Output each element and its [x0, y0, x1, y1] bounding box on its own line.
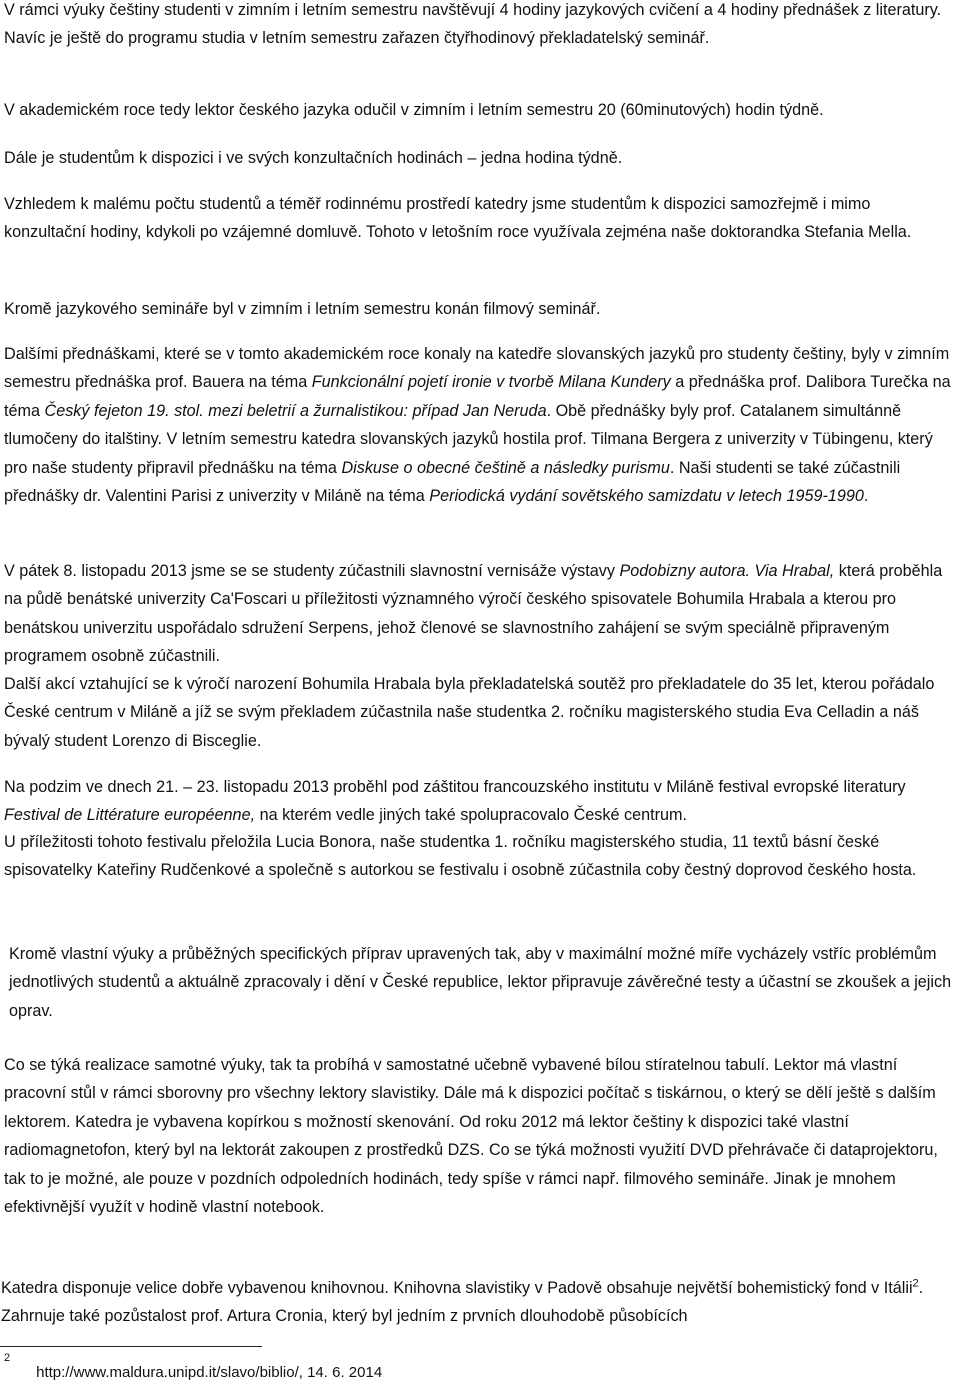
paragraph-12	[4, 1051, 956, 1221]
footnote-separator	[0, 1346, 262, 1347]
paragraph-2	[4, 96, 956, 124]
text-run: Na podzim ve dnech 21. – 23. listopadu 2013 proběhl pod záštitou francouzského institutu v Miláně festival evropské literatury	[4, 778, 906, 796]
text-run: Dále je studentům k dispozici i ve svých konzultačních hodinách – jedna hodina týdně.	[4, 149, 623, 167]
text-run: .	[863, 487, 869, 506]
text-run: a přednáška prof. Dalibora Turečka na téma	[4, 373, 951, 420]
footnote-link[interactable]: http://www.maldura.unipd.it/slavo/biblio/, 14. 6. 2014	[36, 1364, 383, 1381]
paragraph-13	[1, 1274, 956, 1331]
text-run: která proběhla na půdě benátské univerzity Ca'Foscari u příležitosti významného výročí českého spisovatele Bohumila Hrabala a kterou pro benátskou univerzitu uspořádalo sdružení Serpens, jehož členové se slavnostního zahájení se svým speciálně připraveným programem osobně zúčastnili.	[4, 562, 943, 666]
text-run: U příležitosti tohoto festivalu přeložila Lucia Bonora, naše studentka 1. ročníku magisterského studia, 11 textů básní české spisovatelky Kateřiny Rudčenkové a společně s autorkou se festivalu i osobně zúčastnila coby čestný doprovod českého hosta.	[4, 833, 917, 880]
paragraph-5	[4, 295, 956, 323]
footnote-number: 2	[4, 1352, 11, 1364]
text-run: Katedra disponuje velice dobře vybavenou knihovnou. Knihovna slavistiky v Padově obsahuje největší bohemistický fond v Itálii	[1, 1279, 913, 1297]
text-run: . Obě přednášky byly prof. Catalanem simultánně tlumočeny do italštiny. V letním semestru katedra slovanských jazyků hostila prof. Tilmana Bergera z univerzity v Tübingenu, který pro naše studenty připravil přednášku na téma	[4, 401, 933, 477]
italic-title: Periodická vydání sovětského samizdatu v letech 1959-1990	[429, 487, 864, 506]
text-run: V pátek 8. listopadu 2013 jsme se se studenty zúčastnili slavnostní vernisáže výstavy	[4, 562, 620, 580]
text-run: Kromě vlastní výuky a průběžných specifických příprav upravených tak, aby v maximální možné míře vycházely vstříc problémům jednotlivých studentů a aktuálně zpracovaly i dění v České republice, lektor připravuje závěrečné testy a účastní se zkoušek a jejich oprav.	[9, 945, 952, 1020]
italic-title: Podobizny autora. Via Hrabal,	[619, 562, 835, 580]
italic-title: Festival de Littérature européenne,	[4, 806, 256, 825]
paragraph-7	[4, 557, 956, 671]
text-run: Vzhledem k malému počtu studentů a téměř rodinnému prostředí katedry jsme studentům k dispozici samozřejmě i mimo konzultační hodiny, kdykoli po vzájemné domluvě. Tohoto v letošním roce využívala zejména naše doktorandka Stefania Mella.	[4, 195, 912, 242]
text-run: Dalšími přednáškami, které se v tomto akademickém roce konaly na katedře slovanských jazyků pro studenty češtiny, byly v zimním semestru přednáška prof. Bauera na téma	[4, 345, 950, 392]
text-run: Další akcí vztahující se k výročí narození Bohumila Hrabala byla překladatelská soutěž pro překladatele do 35 let, kterou pořádalo České centrum v Miláně a jíž se svým překladem zúčastnila naše studentka 2. ročníku magisterského studia Eva Celladin a náš bývalý student Lorenzo di Bisceglie.	[4, 675, 935, 750]
paragraph-10	[4, 828, 956, 885]
paragraph-3	[4, 144, 956, 172]
italic-title: Diskuse o obecné češtině a následky purismu	[341, 458, 670, 477]
text-run: Kromě jazykového semináře byl v zimním i letním semestru konán filmový seminář.	[4, 300, 601, 318]
text-run: . Naši studenti se také zúčastnili přednášky dr. Valentini Parisi z univerzity v Miláně na téma	[4, 458, 901, 506]
text-run: Co se týká realizace samotné výuky, tak ta probíhá v samostatné učebně vybavené bílou stíratelnou tabulí. Lektor má vlastní pracovní stůl v rámci sborovny pro všechny lektory slavistiky. Dále má k dispozici počítač s tiskárnou, o který se dělí ještě s dalším lektorem. Katedra je vybavena kopírkou s možností skenování. Od roku 2012 má lektor češtiny k dispozici také vlastní radiomagnetofon, který byl na lektorát zakoupen z prostředků DZS. Co se týká možnosti využití DVD přehrávače či dataprojektoru, tak to je možné, ale pouze v pozdních odpoledních hodinách, tedy spíše v rámci např. filmového semináře. Jinak je mnohem efektivnější využít v hodině vlastní notebook.	[4, 1056, 938, 1217]
italic-title: Český fejeton 19. stol. mezi beletrií a žurnalistikou: případ Jan Neruda	[44, 401, 547, 420]
paragraph-4	[4, 190, 956, 247]
text-run: V rámci výuky češtiny studenti v zimním i letním semestru navštěvují 4 hodiny jazykových cvičení a 4 hodiny přednášek z literatury. Navíc je ještě do programu studia v letním semestru zařazen čtyřhodinový překladatelský seminář.	[4, 1, 942, 48]
paragraph-8	[4, 670, 956, 755]
paragraph-9	[4, 773, 956, 830]
footnote-reference: 2	[912, 1277, 919, 1290]
text-run: V akademickém roce tedy lektor českého jazyka odučil v zimním i letním semestru 20 (60minutových) hodin týdně.	[4, 101, 824, 119]
footnote	[4, 1352, 382, 1389]
paragraph-6	[4, 340, 956, 510]
italic-title: Funkcionální pojetí ironie v tvorbě Milana Kundery	[311, 373, 671, 392]
text-run: na kterém vedle jiných také spolupracovalo České centrum.	[255, 806, 687, 825]
text-run: . Zahrnuje také pozůstalost prof. Artura Cronia, který byl jedním z prvních dlouhodobě působících	[1, 1279, 924, 1326]
paragraph-11	[9, 940, 954, 1025]
paragraph-1	[4, 0, 956, 53]
